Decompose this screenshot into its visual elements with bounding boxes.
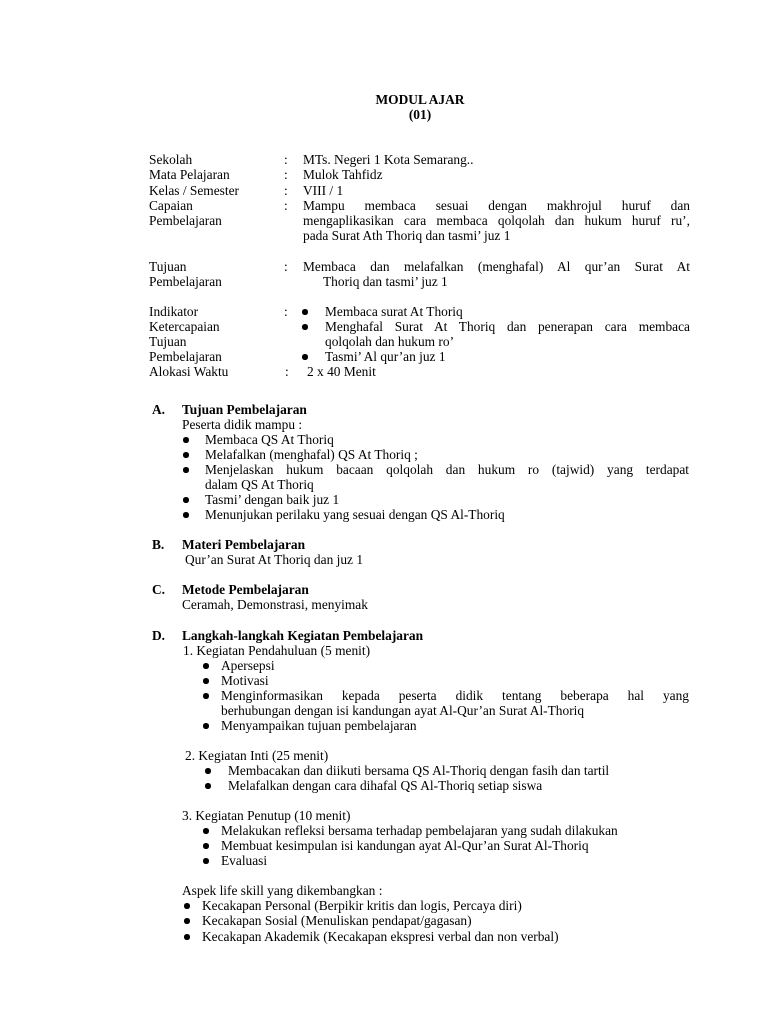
bullet-icon — [184, 918, 190, 924]
step-2-heading: 2. Kegiatan Inti (25 menit) — [185, 748, 329, 763]
tujuan-label: Tujuan — [149, 259, 187, 274]
step-3-heading: 3. Kegiatan Penutup (10 menit) — [182, 808, 351, 823]
colon: : — [284, 183, 288, 198]
colon: : — [284, 152, 288, 167]
step-1-item-3: Menginformasikan kepada peserta didik tentang beberapa hal yang — [221, 688, 689, 703]
bullet-icon — [183, 437, 189, 443]
bullet-icon — [203, 723, 209, 729]
document-title: MODUL AJAR — [375, 92, 465, 107]
bullet-icon — [302, 324, 308, 330]
step-3-item-3: Evaluasi — [221, 853, 268, 868]
bullet-icon — [205, 768, 211, 774]
bullet-icon — [203, 678, 209, 684]
life-skill-item-1: Kecakapan Personal (Berpikir kritis dan logis, Percaya diri) — [202, 898, 522, 913]
step-3-item-1: Melakukan refleksi bersama terhadap pembelajaran yang sudah dilakukan — [221, 823, 618, 838]
section-a-intro: Peserta didik mampu : — [182, 417, 303, 432]
alokasi-label: Alokasi Waktu — [149, 364, 229, 379]
section-b-letter: B. — [152, 537, 165, 552]
indikator-label-3: Tujuan — [149, 334, 187, 349]
colon: : — [284, 167, 288, 182]
indikator-label-2: Ketercapaian — [149, 319, 220, 334]
section-a-heading: Tujuan Pembelajaran — [182, 402, 307, 417]
section-a-item-3-cont: dalam QS At Thoriq — [205, 477, 314, 492]
capaian-value-line-1: Mampu membaca sesuai dengan makhrojul huruf dan — [303, 198, 690, 213]
step-3-item-2: Membuat kesimpulan isi kandungan ayat Al-Qur’an Surat Al-Thoriq — [221, 838, 589, 853]
bullet-icon — [184, 934, 190, 940]
sekolah-value: MTs. Negeri 1 Kota Semarang.. — [303, 152, 474, 167]
life-skill-intro: Aspek life skill yang dikembangkan : — [182, 883, 383, 898]
mapel-value: Mulok Tahfidz — [303, 167, 383, 182]
bullet-icon — [183, 467, 189, 473]
section-a-item-4: Tasmi’ dengan baik juz 1 — [205, 492, 340, 507]
capaian-value-line-2: mengaplikasikan cara membaca qolqolah dan hukum huruf ru’, — [303, 213, 690, 228]
section-a-letter: A. — [152, 402, 166, 417]
step-1-heading: 1. Kegiatan Pendahuluan (5 menit) — [183, 643, 371, 658]
section-c-body: Ceramah, Demonstrasi, menyimak — [182, 597, 368, 612]
section-d-heading: Langkah-langkah Kegiatan Pembelajaran — [182, 628, 424, 643]
mapel-label: Mata Pelajaran — [149, 167, 230, 182]
bullet-icon — [203, 828, 209, 834]
section-a-item-3: Menjelaskan hukum bacaan qolqolah dan hukum ro (tajwid) yang terdapat — [205, 462, 689, 477]
section-c-letter: C. — [152, 582, 166, 597]
step-1-item-4: Menyampaikan tujuan pembelajaran — [221, 718, 417, 733]
indikator-item-1: Membaca surat At Thoriq — [325, 304, 463, 319]
section-a-item-5: Menunjukan perilaku yang sesuai dengan QS Al-Thoriq — [205, 507, 505, 522]
alokasi-value: 2 x 40 Menit — [307, 364, 376, 379]
bullet-icon — [183, 512, 189, 518]
step-2-item-2: Melafalkan dengan cara dihafal QS Al-Thoriq setiap siswa — [228, 778, 543, 793]
kelas-label: Kelas / Semester — [149, 183, 239, 198]
bullet-icon — [183, 497, 189, 503]
colon: : — [285, 364, 289, 379]
indikator-label-4: Pembelajaran — [149, 349, 222, 364]
step-1-item-3-cont: berhubungan dengan isi kandungan ayat Al-Qur’an Surat Al-Thoriq — [221, 703, 585, 718]
document-number: (01) — [408, 107, 432, 122]
indikator-item-2: Menghafal Surat At Thoriq dan penerapan cara membaca — [325, 319, 690, 334]
bullet-icon — [183, 452, 189, 458]
bullet-icon — [184, 903, 190, 909]
tujuan-value-line-1: Membaca dan melafalkan (menghafal) Al qur’an Surat At — [303, 259, 690, 274]
capaian-label: Capaian — [149, 198, 193, 213]
life-skill-item-3: Kecakapan Akademik (Kecakapan ekspresi verbal dan non verbal) — [202, 929, 559, 944]
bullet-icon — [203, 843, 209, 849]
tujuan-label-2: Pembelajaran — [149, 274, 222, 289]
section-b-body: Qur’an Surat At Thoriq dan juz 1 — [185, 552, 364, 567]
section-a-item-2: Melafalkan (menghafal) QS At Thoriq ; — [205, 447, 418, 462]
step-2-item-1: Membacakan dan diikuti bersama QS Al-Thoriq dengan fasih dan tartil — [228, 763, 610, 778]
bullet-icon — [203, 693, 209, 699]
section-d-letter: D. — [152, 628, 166, 643]
kelas-value: VIII / 1 — [303, 183, 344, 198]
capaian-label-2: Pembelajaran — [149, 213, 222, 228]
indikator-item-2-cont: qolqolah dan hukum ro’ — [325, 334, 455, 349]
colon: : — [284, 259, 288, 274]
bullet-icon — [205, 783, 211, 789]
section-b-heading: Materi Pembelajaran — [182, 537, 306, 552]
section-a-item-1: Membaca QS At Thoriq — [205, 432, 334, 447]
indikator-label: Indikator — [149, 304, 199, 319]
bullet-icon — [302, 309, 308, 315]
capaian-value-line-3: pada Surat Ath Thoriq dan tasmi’ juz 1 — [303, 228, 511, 243]
bullet-icon — [203, 858, 209, 864]
bullet-icon — [302, 354, 308, 360]
life-skill-item-2: Kecakapan Sosial (Menuliskan pendapat/gagasan) — [202, 913, 472, 928]
step-1-item-1: Apersepsi — [221, 658, 275, 673]
step-1-item-2: Motivasi — [221, 673, 269, 688]
tujuan-value-line-2: Thoriq dan tasmi’ juz 1 — [323, 274, 448, 289]
indikator-item-3: Tasmi’ Al qur’an juz 1 — [325, 349, 446, 364]
section-c-heading: Metode Pembelajaran — [182, 582, 309, 597]
sekolah-label: Sekolah — [149, 152, 193, 167]
colon: : — [284, 304, 288, 319]
bullet-icon — [203, 663, 209, 669]
colon: : — [284, 198, 288, 213]
